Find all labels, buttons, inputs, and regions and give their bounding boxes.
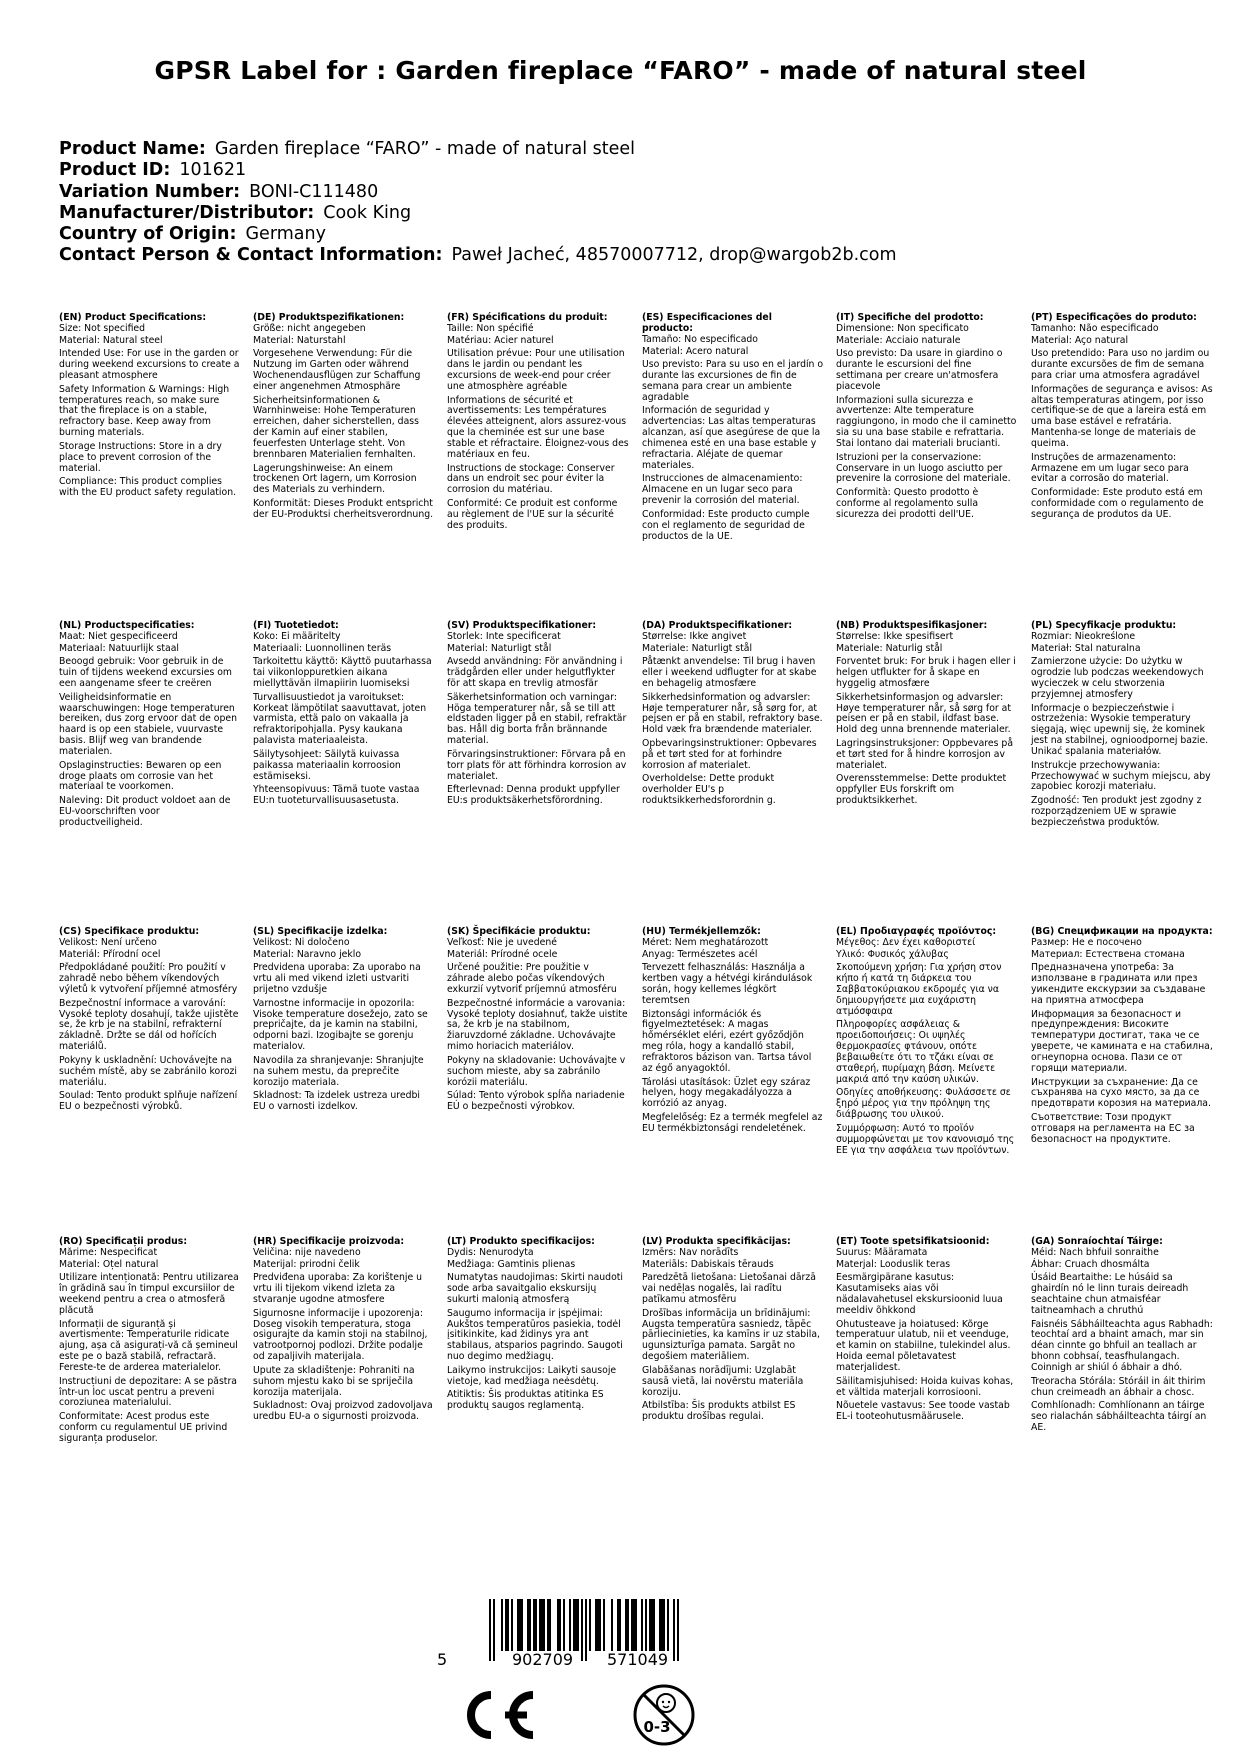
spec-line: Lagerungshinweise: An einem trockenen Ort lagern, um Korrosion des Materials zu verhindern. [253,462,417,496]
spec-heading: (PL) Specyfikacje produktu: [1031,620,1177,631]
spec-line: Utilisation prévue: Pour une utilisation dans le jardin ou pendant les excursions de week-end pour créer une atmosphère agréable [447,348,625,393]
spec-line: Pokyny k uskladnění: Uchovávejte na suchém místě, aby se zabránilo korozi materiálu. [59,1054,238,1088]
spec-line: Sukladnost: Ovaj proizvod zadovoljava uredbu EU-a o sigurnosti proizvoda. [253,1400,433,1422]
barcode-bar [619,1599,621,1651]
spec-heading: (NL) Productspecificaties: [59,620,195,631]
spec-line: Upute za skladištenje: Pohraniti na suhom mjestu kako bi se spriječila korozija materijala. [253,1364,415,1398]
barcode [437,1599,737,1671]
product-info [59,139,897,267]
spec-line: Ábhar: Cruach dhosmálta [1031,1258,1150,1270]
spec-line: Biztonsági információk és figyelmeztetések: A magas hőmérséklet eléri, ezért győződjön meg róla, hogy a kandalló stabil, refraktoros bázison van. Tartsa távol az égő anyagoktól. [642,1008,812,1075]
spec-heading: (CS) Specifikace produktu: [59,926,200,937]
barcode-bar [617,1599,619,1651]
spec-line: Veiligheidsinformatie en waarschuwingen: Hoge temperaturen bereiken, dus zorg ervoor dat de open haard is op een stabiele, vuurvaste basis. Blijf weg van brandende materialen. [59,691,237,758]
spec-line: Materijal: prirodni čelik [253,1258,360,1270]
barcode-bar [493,1599,495,1661]
spec-heading: (HR) Specifikacije proizvoda: [253,1236,405,1247]
spec-block-sl [253,927,435,1115]
info-label: Contact Person & Contact Information: [59,245,443,266]
spec-line: Съответствие: Този продукт отговаря на регламента на ЕС за безопасност на продуктите. [1031,1111,1195,1145]
spec-line: Mărime: Nespecificat [59,1246,158,1258]
spec-heading: (DA) Produktspecifikationer: [642,620,793,631]
spec-block-fi [253,621,435,809]
spec-line: Συμμόρφωση: Αυτό το προϊόν συμμορφώνεται με τον κανονισμό της ΕΕ για την ασφάλεια των προϊόντων. [836,1122,1015,1156]
spec-heading: (SL) Specifikacije izdelka: [253,926,388,937]
spec-line: Størrelse: Ikke angivet [642,630,747,642]
spec-line: Conformité: Ce produit est conforme au règlement de l'UE sur la sécurité des produits. [447,497,618,531]
spec-block-es [642,313,824,545]
barcode-bar [575,1599,577,1651]
spec-line: Materiál: Přírodní ocel [59,948,161,960]
spec-line: Conformidade: Este produto está em conformidade com o regulamento de segurança de produtos da UE. [1031,486,1204,520]
barcode-bar [489,1599,491,1661]
spec-line: Utilizare intenționată: Pentru utilizarea în grădină sau în timpul excursiilor de weekend pentru a crea o atmosferă plăcută [59,1272,239,1317]
spec-line: Maat: Niet gespecificeerd [59,630,178,642]
spec-block-it [836,313,1018,523]
spec-heading: (LT) Produkto specifikacijos: [447,1236,595,1247]
age-warning-text: 0-3 [643,1718,671,1736]
barcode-bar [539,1599,541,1651]
spec-line: Instrucțiuni de depozitare: A se păstra într-un loc uscat pentru a preveni coroziunea materialului. [59,1375,237,1409]
spec-line: Material: Naturligt stål [447,642,552,654]
ce-mark-icon [457,1687,539,1743]
spec-heading: (IT) Specifiche del prodotto: [836,312,984,323]
barcode-bar [663,1599,665,1651]
spec-line: Υλικό: Φυσικός χάλυβας [836,948,949,960]
contact-row [59,245,897,266]
spec-heading: (LV) Produkta specifikācijas: [642,1236,791,1247]
spec-line: Dydis: Nenurodyta [447,1246,534,1258]
spec-line: Ohutusteave ja hoiatused: Kõrge temperatuur ulatub, nii et veenduge, et kamin on stabiilne, tulekindel alus. Hoida eemal põletavatest materjalidest. [836,1318,1011,1374]
spec-block-lv [642,1237,824,1425]
spec-block-hu [642,927,824,1137]
spec-line: Οδηγίες αποθήκευσης: Φυλάσσετε σε ξηρό μέρος για την πρόληψη της διάβρωσης του υλικού. [836,1087,1011,1121]
spec-line: Materiale: Acciaio naturale [836,334,961,346]
spec-line: Rozmiar: Nieokreślone [1031,630,1136,642]
spec-line: Skladnost: Ta izdelek ustreza uredbi EU o varnosti izdelkov. [253,1090,421,1112]
barcode-bar [667,1599,669,1651]
barcode-bar [573,1599,575,1651]
barcode-bar [645,1599,647,1651]
spec-line: Zamierzone użycie: Do użytku w ogrodzie lub podczas weekendowych wycieczek w celu stworzenia przyjemnej atmosfery [1031,656,1204,701]
spec-block-bg [1031,927,1213,1148]
spec-line: Size: Not specified [59,322,146,334]
spec-line: Instrukcje przechowywania: Przechowywać w suchym miejscu, aby zapobiec korozji materiału. [1031,759,1211,793]
spec-line: Conformitate: Acest produs este conform cu regulamentul UE privind siguranța produselor. [59,1410,228,1444]
spec-block-ga [1031,1237,1213,1436]
spec-line: Faisnéis Sábháilteachta agus Rabhadh: teochtaí ard a bhaint amach, mar sin déan cinnte go bhfuil an teallach ar bhonn cobhsaí, teasfhulangach. Coinnigh ar shiúl ó ábhair a dhó. [1031,1318,1213,1374]
spec-line: Materiaal: Natuurlijk staal [59,642,180,654]
spec-line: Istruzioni per la conservazione: Conservare in un luogo asciutto per prevenire la corrosione del materiale. [836,451,1011,485]
spec-line: Sicherheitsinformationen & Warnhinweise: Hohe Temperaturen erreichen, daher sicherstellen, dass der Kamin auf einer stabilen, feuerfesten Unterlage steht. Von brennbaren Materialien fernhalten. [253,394,419,461]
spec-line: Tamanho: Não especificado [1031,322,1159,334]
spec-line: Súlad: Tento výrobok spĺňa nariadenie EÚ o bezpečnosti výrobkov. [447,1090,625,1112]
spec-line: Instructions de stockage: Conserver dans un endroit sec pour éviter la corrosion du matériau. [447,462,615,496]
spec-line: Glabāšanas norādījumi: Uzglabāt sausā vietā, lai novērstu materiāla koroziju. [642,1364,804,1398]
spec-line: Bezpečnostné informácie a varovania: Vysoké teploty dosiahnuť, takže uistite sa, že krb je na stabilnom, žiaruvzdorné základne. Uchovávajte mimo horiacich materiálov. [447,997,628,1053]
barcode-bar [603,1599,605,1651]
spec-line: Comhlíonadh: Comhlíonann an táirge seo rialachán sábháilteachta táirgí an AE. [1031,1400,1207,1433]
spec-block-hr [253,1237,435,1425]
spec-line: Overensstemmelse: Dette produktet oppfyller EUs forskrift om produktsikkerhet. [836,773,1007,806]
spec-line: Material: Naravno jeklo [253,948,362,960]
spec-line: Σκοπούμενη χρήση: Για χρήση στον κήπο ή κατά τη διάρκεια του Σαββατοκύριακου εκδρομές για να δημιουργήσετε μια ευχάριστη ατμόσφαιρα [836,962,1002,1017]
barcode-bar [641,1599,643,1651]
spec-heading: (GA) Sonraíochtaí Táirge: [1031,1236,1163,1247]
spec-line: Uso previsto: Para su uso en el jardín o durante las excursiones de fin de semana para crear un ambiente agradable [642,359,824,403]
barcode-bar [597,1599,599,1651]
spec-line: Materiał: Stal naturalna [1031,642,1141,654]
spec-line: Intended Use: For use in the garden or during weekend excursions to create a pleasant atmosphere [59,348,240,382]
spec-line: Numatytas naudojimas: Skirti naudoti sode arba savaitgalio ekskursijų sukurti malonią atmosferą [447,1272,623,1306]
spec-line: Předpokládané použití: Pro použití v zahradě nebo během víkendových výletů k vytvoření příjemné atmosféry [59,962,238,996]
barcode-bar [543,1599,545,1651]
info-label: Country of Origin: [59,224,237,245]
barcode-bar [529,1599,531,1651]
barcode-bar [535,1599,537,1651]
product-name-row [59,139,897,160]
spec-line: Atitiktis: Šis produktas atitinka ES produktų saugos reglamentą. [447,1389,604,1412]
spec-line: Opslaginstructies: Bewaren op een droge plaats om corrosie van het materiaal te voorkomen. [59,759,222,793]
barcode-bar [577,1599,579,1651]
barcode-bar [661,1599,663,1651]
variation-number-row [59,182,897,203]
spec-block-de [253,313,435,523]
spec-block-pt [1031,313,1213,523]
spec-line: Uso pretendido: Para uso no jardim ou durante excursões de fim de semana para criar uma atmosfera agradável [1031,348,1210,382]
spec-heading: (DE) Produktspezifikationen: [253,312,405,323]
manufacturer-row [59,203,897,224]
spec-line: Paredzētā lietošana: Lietošanai dārzā vai nedēļas nogalēs, lai radītu patīkamu atmosfēru [642,1272,816,1306]
spec-line: Conformità: Questo prodotto è conforme al regolamento sulla sicurezza dei prodotti dell'UE. [836,486,979,520]
spec-heading: (PT) Especificações do produto: [1031,312,1197,323]
country-row [59,224,897,245]
barcode-bar [595,1599,597,1651]
spec-line: Materjal: Looduslik teras [836,1258,951,1270]
spec-line: Størrelse: Ikke spesifisert [836,630,954,642]
spec-line: Informazioni sulla sicurezza e avvertenze: Alte temperature raggiungono, in modo che il caminetto sia su una base stabile e refrattaria. Stai lontano dai materiali brucianti. [836,394,1017,450]
spec-line: Veľkosť: Nie je uvedené [447,936,557,948]
spec-line: Yhteensopivuus: Tämä tuote vastaa EU:n tuoteturvallisuusasetusta. [253,784,420,806]
spec-line: Sigurnosne informacije i upozorenja: Doseg visokih temperatura, stoga osigurajte da kamin stoji na stabilnoj, vatrootpornoj podlozi. Držite podalje od zapaljivih materijala. [253,1307,428,1363]
spec-line: Koko: Ei määritelty [253,630,341,642]
spec-line: Izmērs: Nav norādīts [642,1246,739,1258]
barcode-bar [581,1599,583,1661]
spec-heading: (NB) Produktspesifikasjoner: [836,620,988,631]
spec-line: Materiāls: Dabiskais tērauds [642,1258,774,1270]
spec-line: Påtænkt anvendelse: Til brug i haven eller i weekend udflugter for at skabe en behagelig atmosfære [642,656,817,690]
spec-line: Uso previsto: Da usare in giardino o durante le escursioni del fine settimana per creare un'atmosfera piacevole [836,348,1003,393]
spec-line: Materiál: Prírodné ocele [447,948,558,960]
spec-block-nb [836,621,1018,809]
barcode-bar [511,1599,513,1651]
info-label: Product Name: [59,139,206,159]
barcode-bar [627,1599,629,1651]
barcode-bar [635,1599,637,1651]
page-title: GPSR Label for : Garden fireplace “FARO” - made of natural steel [154,56,1087,85]
spec-line: Förvaringsinstruktioner: Förvara på en torr plats för att förhindra korrosion av materialet. [447,748,627,782]
spec-line: Sikkerhedsinformation og advarsler: Høje temperaturer når, så sørg for, at pejsen er på en stabil, refraktory base. Hold væk fra brændende materialer. [642,691,823,736]
barcode-bar [649,1599,651,1651]
age-warning-icon [632,1683,696,1747]
info-value: Garden fireplace “FARO” - made of natural steel [214,139,636,159]
spec-heading: (ET) Toote spetsifikatsioonid: [836,1236,990,1247]
barcode-bar [651,1599,653,1651]
spec-line: Navodila za shranjevanje: Shranjujte na suhem mestu, da preprečite korozijo materiala. [253,1054,424,1088]
spec-line: Vorgesehene Verwendung: Für die Nutzung im Garten oder während Wochenendausflügen zur Schaffung einer angenehmen Atmosphäre [253,348,421,393]
spec-line: Suurus: Määramata [836,1246,928,1258]
barcode-bar [563,1599,565,1651]
spec-line: Veličina: nije navedeno [253,1246,361,1258]
spec-line: Tarkoitettu käyttö: Käyttö puutarhassa tai viikonloppuretkien aikana miellyttävän ilmapiirin luomiseksi [253,656,432,690]
spec-line: Tamaño: No especificado [642,333,758,345]
spec-line: Velikost: Není určeno [59,936,157,948]
spec-line: Efterlevnad: Denna produkt uppfyller EU:s produktsäkerhetsförordning. [447,784,620,806]
barcode-bar [659,1599,661,1651]
barcode-bar [557,1599,559,1651]
barcode-bar [611,1599,613,1651]
spec-line: Предназначена употреба: За използване в градината или през уикендите екскурзии за създаване на приятна атмосфера [1031,962,1206,1007]
spec-line: Velikost: Ni določeno [253,936,350,948]
spec-line: Medžiaga: Gamtinis plienas [447,1258,576,1270]
barcode-bar [501,1599,503,1651]
barcode-bar [673,1599,675,1661]
spec-line: Materiale: Naturlig stål [836,642,943,654]
info-value: Germany [245,224,326,245]
barcode-bar [507,1599,509,1651]
info-label: Variation Number: [59,181,241,202]
spec-line: Matériau: Acier naturel [447,334,554,346]
barcode-bar [653,1599,655,1651]
barcode-bar [533,1599,535,1651]
spec-line: Saugumo informacija ir įspėjimai: Aukštos temperatūros pasiekia, todėl įsitikinkite, kad židinys yra ant stabilaus, atsparios pagrindo. Saugoti nuo degimo medžiagų. [447,1307,623,1363]
spec-line: Opbevaringsinstruktioner: Opbevares på et tørt sted for at forhindre korrosion af materialet. [642,737,817,771]
spec-line: Säkerhetsinformation och varningar: Höga temperaturer når, så se till att eldstaden ligger på en stabil, refraktär bas. Håll dig borta från brännande material. [447,691,627,747]
spec-line: Atbilstība: Šis produkts atbilst ES produktu drošības regulai. [642,1400,796,1422]
spec-line: Bezpečnostní informace a varování: Vysoké teploty dosahují, takže ujistěte se, že krb je na stabilní, refrakterní základně. Držte se dál od hořících materiálů. [59,997,239,1053]
spec-line: Sikkerhetsinformasjon og advarsler: Høye temperaturer når, så sørg for at peisen er på en stabil, ildfast base. Hold deg unna brennende materialer. [836,691,1012,736]
spec-line: Tárolási utasítások: Üzlet egy száraz helyen, hogy megakadályozza a korrózió az anyag. [642,1076,811,1110]
spec-line: Megfelelőség: Ez a termék megfelel az EU termékbiztonsági rendeletének. [642,1111,823,1134]
barcode-bar [519,1599,521,1651]
spec-heading: (FI) Tuotetiedot: [253,620,339,631]
barcode-bar [625,1599,627,1651]
barcode-bar [589,1599,591,1651]
spec-line: Размер: Не е посочено [1031,936,1142,948]
spec-line: Πληροφορίες ασφάλειας & προειδοποιήσεις: Οι υψηλές θερμοκρασίες φτάνουν, οπότε βεβαιωθείτε ότι το τζάκι είναι σε σταθερή, πυρίμαχη βάση. Μείνετε μακριά από την καύση υλικών. [836,1019,996,1085]
spec-line: Instrucciones de almacenamiento: Almacene en un lugar seco para prevenir la corrosión del material. [642,473,803,507]
barcode-left-group: 902709 [512,1650,574,1669]
spec-line: Taille: Non spécifié [447,322,534,334]
spec-heading: (EN) Product Specifications: [59,312,207,323]
spec-line: Μέγεθος: Δεν έχει καθοριστεί [836,936,976,948]
spec-line: Dimensione: Non specificato [836,322,969,334]
spec-heading: (SV) Produktspecifikationer: [447,620,597,631]
info-label: Manufacturer/Distributor: [59,202,315,223]
spec-line: Größe: nicht angegeben [253,322,366,334]
spec-line: Säilitamisjuhised: Hoida kuivas kohas, et vältida materjali korrosiooni. [836,1375,1014,1398]
spec-line: Información de seguridad y advertencias: Las altas temperaturas alcanzan, así que asegúrese de que la chimenea esté en una base estable y refractaria. Aléjate de quemar materiales. [642,405,821,471]
info-value: Paweł Jacheć, 48570007712, drop@wargob2b.com [451,245,897,266]
barcode-bar [527,1599,529,1651]
spec-heading: (BG) Спецификации на продукта: [1031,926,1213,937]
spec-line: Predviđena uporaba: Za korištenje u vrtu ili tijekom vikend izleta za stvaranje ugodne atmosfere [253,1272,423,1306]
product-id-row [59,160,897,181]
spec-line: Informacje o bezpieczeństwie i ostrzeżenia: Wysokie temperatury sięgają, więc upewnij się, że kominek jest na stabilnej, ognioodpornej bazie. Unikać spalania materiałów. [1031,702,1209,758]
spec-block-fr [447,313,629,534]
barcode-bar [585,1599,587,1661]
barcode-bar [547,1599,549,1651]
spec-line: Anyag: Természetes acél [642,948,758,960]
spec-line: Méid: Nach bhfuil sonraithe [1031,1246,1159,1258]
spec-line: Zgodność: Ten produkt jest zgodny z rozporządzeniem UE w sprawie bezpieczeństwa produktów. [1031,794,1202,828]
barcode-first-digit: 5 [437,1650,448,1669]
spec-line: Materiaali: Luonnollinen teräs [253,642,392,654]
spec-line: Storage Instructions: Store in a dry place to prevent corrosion of the material. [59,440,222,474]
spec-line: Compliance: This product complies with the EU product safety regulation. [59,476,237,498]
spec-block-sk [447,927,629,1115]
spec-block-sv [447,621,629,809]
spec-line: Säilytysohjeet: Säilytä kuivassa paikassa materiaalin korroosion estämiseksi. [253,748,401,782]
spec-heading: (RO) Specificații produs: [59,1236,188,1247]
spec-line: Méret: Nem meghatározott [642,936,769,948]
spec-line: Pokyny na skladovanie: Uchovávajte v suchom mieste, aby sa zabránilo korózii materiálu. [447,1054,626,1088]
barcode-right-group: 571049 [607,1650,669,1669]
spec-block-ro [59,1237,241,1447]
spec-line: Eesmärgipärane kasutus: Kasutamiseks aias või nädalavahetusel ekskursioonid luua meeldiv õhkkond [836,1272,1003,1317]
barcode-bar [633,1599,635,1651]
spec-line: Treoracha Stórála: Stóráil in áit thirim chun creimeadh an ábhair a chosc. [1031,1375,1206,1398]
spec-line: Určené použitie: Pre použitie v záhrade alebo počas víkendových exkurzií vytvoriť príjemnú atmosféru [447,962,617,996]
barcode-bar [631,1599,633,1651]
spec-line: Informações de segurança e avisos: As altas temperaturas atingem, por isso certifique-se de que a lareira está em uma base estável e refratária. Mantenha-se longe de materiais de queima. [1031,383,1213,450]
spec-heading: (HU) Termékjellemzők: [642,926,761,937]
spec-heading: (ES) Especificaciones del producto: [642,312,772,334]
spec-line: Nõuetele vastavus: See toode vastab EL-i tooteohutusmäärusele. [836,1400,1010,1422]
barcode-bar [559,1599,561,1651]
spec-line: Informații de siguranță și avertismente: Temperaturile ridicate ajung, așa că asigurați-vă că șemineul este pe o bază stabilă, refractară. Fereste-te de arderea materialelor. [59,1318,238,1374]
spec-line: Material: Acero natural [642,345,749,357]
barcode-bar [517,1599,519,1651]
info-label: Product ID: [59,160,171,181]
barcode-bar [541,1599,543,1651]
barcode-bar [677,1599,679,1661]
spec-line: Overholdelse: Dette produkt overholder EU's p roduktsikkerhedsforordnin g. [642,773,776,806]
spec-block-cs [59,927,241,1115]
barcode-bar [549,1599,551,1651]
spec-line: Materiale: Naturligt stål [642,642,753,654]
spec-line: Beoogd gebruik: Voor gebruik in de tuin of tijdens weekend excursies om een aangename sfeer te creëren [59,656,232,690]
info-value: 101621 [179,160,247,181]
spec-block-el [836,927,1018,1159]
info-value: BONI-C111480 [249,181,379,202]
spec-line: Konformität: Dieses Produkt entspricht der EU-Produktsi cherheitsverordnung. [253,497,434,520]
barcode-bar [521,1599,523,1651]
barcode-bar [599,1599,601,1651]
spec-line: Tervezett felhasználás: Használja a kertben vagy a hétvégi kirándulások során, hogy kellemes légkört teremtsen [642,962,813,1007]
spec-block-da [642,621,824,809]
spec-block-lt [447,1237,629,1415]
spec-line: Safety Information & Warnings: High temperatures reach, so make sure that the fireplace is on a stable, refractory base. Keep away from burning materials. [59,383,230,439]
spec-line: Instruções de armazenamento: Armazene em um lugar seco para evitar a corrosão do material. [1031,451,1189,485]
spec-line: Material: Naturstahl [253,334,346,346]
spec-line: Turvallisuustiedot ja varoitukset: Korkeat lämpötilat saavuttavat, joten varmista, että palo on vakaalla ja refraktoripohjalla. Pysy kaukana palavista materiaaleista. [253,691,427,747]
spec-heading: (FR) Spécifications du produit: [447,312,608,323]
spec-line: Material: Oțel natural [59,1258,159,1270]
spec-line: Forventet bruk: For bruk i hagen eller i helgen utflukter for å skape en hyggelig atmosfære [836,656,1016,690]
spec-line: Material: Natural steel [59,334,163,346]
spec-line: Drošības informācija un brīdinājumi: Augsta temperatūra sasniedz, tāpēc pārliecinieties, ka kamīns ir uz stabila, ugunsizturīga pamata. Sargāt no degošiem materiāliem. [642,1307,821,1363]
barcode-bar [569,1599,571,1651]
barcode-bar [505,1599,507,1651]
spec-line: Predvidena uporaba: Za uporabo na vrtu ali med vikend izleti ustvariti prijetno vzdušje [253,962,421,996]
spec-block-et [836,1237,1018,1425]
spec-block-pl [1031,621,1213,831]
spec-line: Инструкции за съхранение: Да се съхранява на сухо място, за да се предотврати корозия на материала. [1031,1076,1211,1110]
spec-line: Storlek: Inte specificerat [447,630,561,642]
spec-line: Varnostne informacije in opozorila: Visoke temperature dosežejo, zato se prepričajte, da je kamin na stabilni, odporni bazi. Izogibajte se gorenju materialov. [253,997,428,1053]
spec-line: Naleving: Dit product voldoet aan de EU-voorschriften voor productveiligheid. [59,794,231,828]
info-value: Cook King [323,202,412,223]
spec-block-en [59,313,241,501]
spec-line: Laikymo instrukcijos: Laikyti sausoje vietoje, kad medžiaga neėsdėtų. [447,1364,617,1387]
spec-heading: (EL) Προδιαγραφές προϊόντος: [836,926,997,937]
spec-line: Material: Aço natural [1031,334,1129,346]
spec-line: Informations de sécurité et avertissements: Les températures élevées atteignent, alors assurez-vous que la cheminée est sur une base stable et réfractaire. Éloignez-vous des matériaux en feu. [447,394,629,461]
spec-line: Soulad: Tento produkt splňuje nařízení EU o bezpečnosti výrobků. [59,1090,238,1112]
spec-line: Lagringsinstruksjoner: Oppbevares på et tørt sted for å hindre korrosjon av materialet. [836,737,1014,771]
spec-line: Информация за безопасност и предупреждения: Високите температури достигат, така че се уверете, че камината е на стабилна, огнеупорна основа. Пази се от горящи материали. [1031,1008,1213,1075]
spec-line: Úsáid Beartaithe: Le húsáid sa ghairdín nó le linn turais deireadh seachtaine chun atmaisféar taitneamhach a chruthú [1031,1272,1189,1317]
spec-line: Conformidad: Este producto cumple con el reglamento de seguridad de productos de la UE. [642,508,810,542]
spec-heading: (SK) Špecifikácie produktu: [447,926,591,937]
spec-block-nl [59,621,241,831]
spec-line: Avsedd användning: För användning i trädgården eller under helgutflykter för att skapa en trevlig atmosfär [447,656,623,690]
spec-line: Материал: Естествена стомана [1031,948,1185,960]
